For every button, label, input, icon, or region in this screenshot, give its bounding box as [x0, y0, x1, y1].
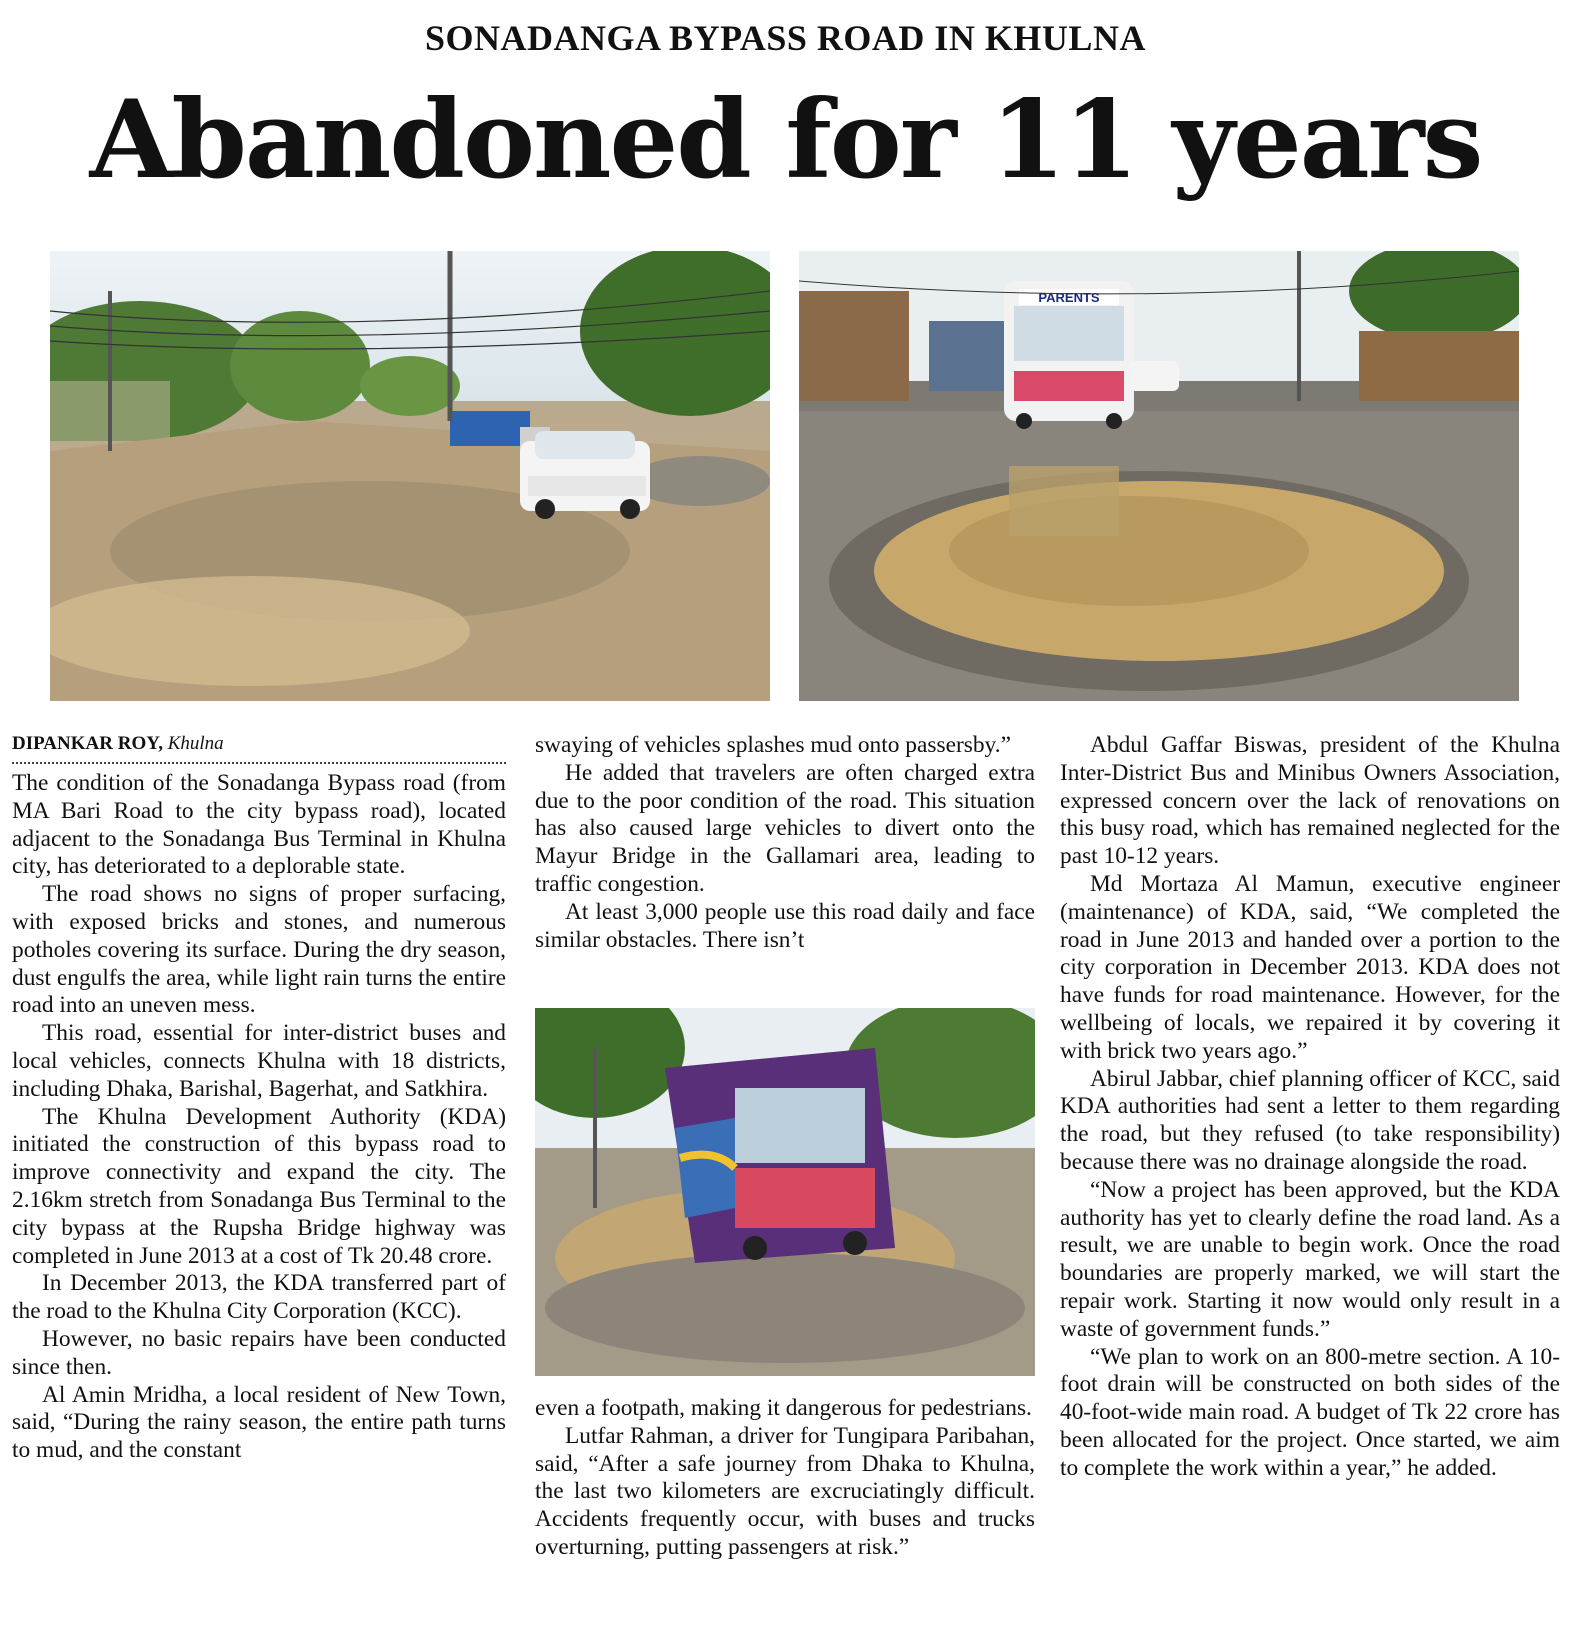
- article-column-1: [12, 732, 506, 1465]
- puddle-with-bus-photo: [799, 251, 1519, 701]
- paragraph: In December 2013, the KDA transferred part of the road to the Khulna City Corporation (KCC).: [12, 1270, 506, 1325]
- paragraph: However, no basic repairs have been conducted since then.: [12, 1325, 506, 1380]
- paragraph: Abdul Gaffar Biswas, president of the Khulna Inter-District Bus and Minibus Owners Association, expressed concern over the lack of renovations on this busy road, which has remained neglected for the past 10-12 years.: [1060, 732, 1560, 870]
- paragraph: Lutfar Rahman, a driver for Tungipara Paribahan, said, “After a safe journey from Dhaka to Khulna, the last two kilometers are excruciatingly difficult. Accidents frequently occur, with buses and trucks overturning, putting passengers at risk.”: [535, 1422, 1035, 1560]
- paragraph: even a footpath, making it dangerous for pedestrians.: [535, 1395, 1032, 1421]
- byline-name: DIPANKAR ROY,: [12, 733, 163, 754]
- road-with-car-photo: [50, 251, 770, 701]
- byline-place: Khulna: [167, 733, 224, 754]
- paragraph: The Khulna Development Authority (KDA) initiated the construction of this bypass road to improve connectivity and expand the city. The 2.16km stretch from Sonadanga Bus Terminal to the city bypass at the Rupsha Bridge highway was completed in June 2013 at a cost of Tk 20.48 crore.: [12, 1103, 506, 1269]
- kicker: SONADANGA BYPASS ROAD IN KHULNA: [425, 18, 1146, 58]
- paragraph: Md Mortaza Al Mamun, executive engineer (maintenance) of KDA, said, “We completed the road in June 2013 and handed over a portion to the city corporation in December 2013. KDA does not have funds for road maintenance. However, for the wellbeing of locals, we repaired it by covering it with brick two years ago.”: [1060, 870, 1560, 1064]
- article-column-3: [1060, 732, 1560, 1483]
- paragraph: This road, essential for inter-district buses and local vehicles, connects Khulna with 18 districts, including Dhaka, Barishal, Bagerhat, and Satkhira.: [12, 1020, 506, 1102]
- paragraph: He added that travelers are often charged extra due to the poor condition of the road. This situation has also caused large vehicles to divert onto the Mayur Bridge in the Gallamari area, leading to traffic congestion.: [535, 759, 1035, 897]
- paragraph: At least 3,000 people use this road daily and face similar obstacles. There isn’t: [535, 898, 1035, 953]
- bus-sign-text: PARENTS: [1038, 290, 1100, 305]
- article-column-2-bottom: [535, 1395, 1035, 1562]
- paragraph: The condition of the Sonadanga Bypass road (from MA Bari Road to the city bypass road), located adjacent to the Sonadanga Bus Terminal in Khulna city, has deteriorated to a deplorable state.: [12, 770, 506, 880]
- byline: [12, 732, 506, 764]
- paragraph: Al Amin Mridha, a local resident of New Town, said, “During the rainy season, the entire path turns to mud, and the constant: [12, 1381, 506, 1464]
- page-title: Abandoned for 11 years: [89, 77, 1482, 203]
- paragraph: The road shows no signs of proper surfacing, with exposed bricks and stones, and numerous potholes covering its surface. During the dry season, dust engulfs the area, while light rain turns the entire road into an uneven mess.: [12, 881, 506, 1019]
- paragraph: swaying of vehicles splashes mud onto passersby.”: [535, 732, 1011, 758]
- paragraph: “We plan to work on an 800-metre section. A 10-foot drain will be constructed on both sides of the 40-foot-wide main road. A budget of Tk 22 crore has been allocated for the project. Once started, we aim to complete the work within a year,” he added.: [1060, 1343, 1560, 1481]
- article-column-2-top: [535, 732, 1035, 954]
- bus-in-pothole-photo: [535, 1008, 1035, 1376]
- paragraph: “Now a project has been approved, but the KDA authority has yet to clearly define the road land. As a result, we are unable to begin work. Once the road boundaries are properly marked, we will start the repair work. Starting it now would only result in a waste of government funds.”: [1060, 1176, 1560, 1342]
- paragraph: Abirul Jabbar, chief planning officer of KCC, said KDA authorities had sent a letter to them regarding the road, but they refused (to take responsibility) because there was no drainage alongside the road.: [1060, 1065, 1560, 1175]
